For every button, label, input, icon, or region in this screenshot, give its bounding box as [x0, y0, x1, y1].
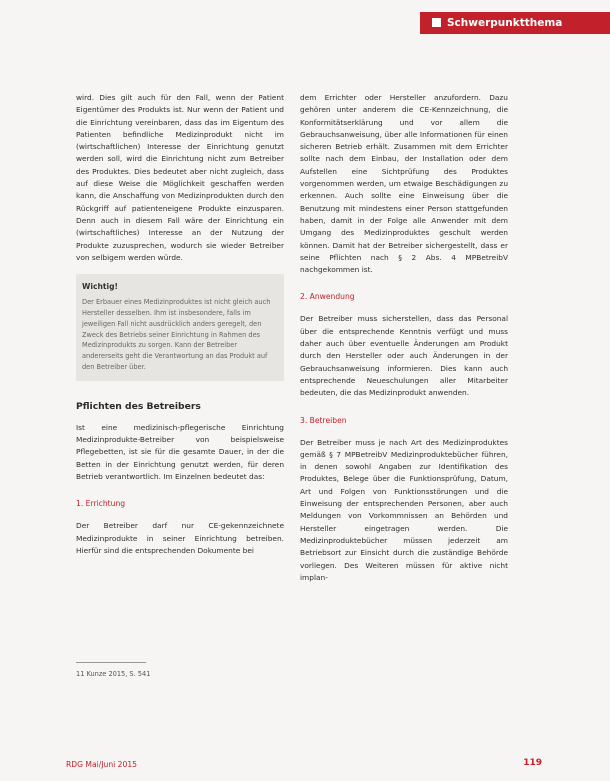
heading-paragraph: Ist eine medizinisch-pflegerische Einrichtung Medizinprodukte-Betreiber von beispielsweise Pflegebetten, ist sie für die gesamte Dauer, in der die Betten in der Einrichtung genutzt werden, für deren Betrieb verantwortlich. Im Einzelnen bedeutet das: — [76, 422, 284, 481]
left-column — [76, 92, 284, 557]
footnote: 11 Kunze 2015, S. 541 — [76, 670, 151, 678]
right-column — [300, 92, 508, 584]
anwendung-paragraph: Der Betreiber muss sicherstellen, dass das Personal über die entsprechende Kenntnis verfügt und muss daher auch über eventuelle Änderungen am Produkt durch den Hersteller oder auch Änderungen in der Gebrauchsanweisung informieren. Dies kann auch entsprechende Neueschulungen aller Mitarbeiter bedeuten, die das Medizinprodukt anwenden. — [300, 314, 508, 398]
section-tab — [420, 12, 610, 34]
square-icon — [432, 18, 441, 27]
page-number: 119 — [523, 758, 542, 768]
right-intro-paragraph: dem Errichter oder Hersteller anzufordern. Dazu gehören unter anderem die CE-Kennzeichnung, die Konformitätserklärung und vor allem die Gebrauchsanweisung, über alle Informationen für einen sicheren Betrieb erhält. Zusammen mit dem Errichter sollte nach dem Einbau, der Installation oder dem Aufstellen eine Sichtprüfung des Produktes vorgenommen werden, um etwaige Beschädigungen zu erkennen. Auch sollte eine Einweisung über die Benutzung mit mindestens einer Person stattgefunden haben, damit in der Folge alle Anwender mit dem Umgang des Medizinproduktes geschult werden können. Damit hat der Betreiber sichergestellt, dass er seine Pflichten nach § 2 Abs. 4 MPBetreibV nachgekommen ist. — [300, 93, 508, 275]
callout-box — [76, 274, 284, 381]
betreiben-paragraph: Der Betreiber muss je nach Art des Medizinproduktes gemäß § 7 MPBetreibV Medizinproduktebücher führen, in denen sowohl Angaben zur Identifikation des Produktes, Belege über die Funktionsprüfung, Datum, Art und Folgen von Funktionsstörungen und die Einweisung der entsprechenden Personen, aber auch Meldungen von Vorkommnissen an Behörden und Hersteller eingetragen werden. Die Medizinproduktebücher müssen jederzeit am Betriebsort zur Einsicht durch die zuständige Behörde vorliegen. Des Weiteren müssen für aktive nicht implan- — [300, 437, 508, 582]
footnote-divider — [76, 662, 146, 663]
left-intro-paragraph: wird. Dies gilt auch für den Fall, wenn der Patient Eigentümer des Produkts ist. Nur wenn der Patient und die Einrichtung vereinbaren, dass das im Eigentum des Patienten befindliche Medizinprodukt nicht im (wirtschaftlichen) Interesse der Einrichtung genutzt werden soll, wird die Einrichtung nicht zum Betreiber des Produktes. Dies bedeutet aber nicht zugleich, dass auf diese Weise die Möglichkeit geschaffen werden kann, die Anschaffung von Medizinprodukten durch den Rückgriff auf patienteneigene Produkte einzusparen. Denn auch in diesem Fall wäre der Einrichtung ein (wirtschaftliches) Interesse an der Nutzung der Produkte zuzusprechen, wodurch sie wieder Betreiber von selbigem werden würde. — [76, 93, 284, 262]
section-heading: Pflichten des Betreibers — [76, 400, 201, 412]
callout-title: Wichtig! — [82, 282, 119, 292]
subheading-errichtung: 1. Errichtung — [76, 499, 126, 509]
subheading-betreiben: 3. Betreiben — [300, 415, 347, 425]
section-label: Schwerpunktthema — [447, 17, 563, 29]
footer-magazine: RDG Mai/Juni 2015 — [66, 760, 138, 769]
callout-text: Der Erbauer eines Medizinproduktes ist nicht gleich auch Hersteller desselben. Ihm ist insbesondere, falls im jeweiligen Fall nicht ausdrücklich anders geregelt, den Zweck des Betriebs seiner Einrichtung in Rahmen des Medizinprodukts zu sorgen. Kann der Betreiber andererseits geht die Verantwortung an das Produkt auf den Betreiber über. — [82, 298, 271, 371]
page-header — [0, 0, 610, 36]
errichtung-paragraph: Der Betreiber darf nur CE-gekennzeichnete Medizinprodukte in seiner Einrichtung betreiben. Hierfür sind die entsprechenden Dokumente bei — [76, 521, 284, 555]
subheading-anwendung: 2. Anwendung — [300, 292, 355, 302]
